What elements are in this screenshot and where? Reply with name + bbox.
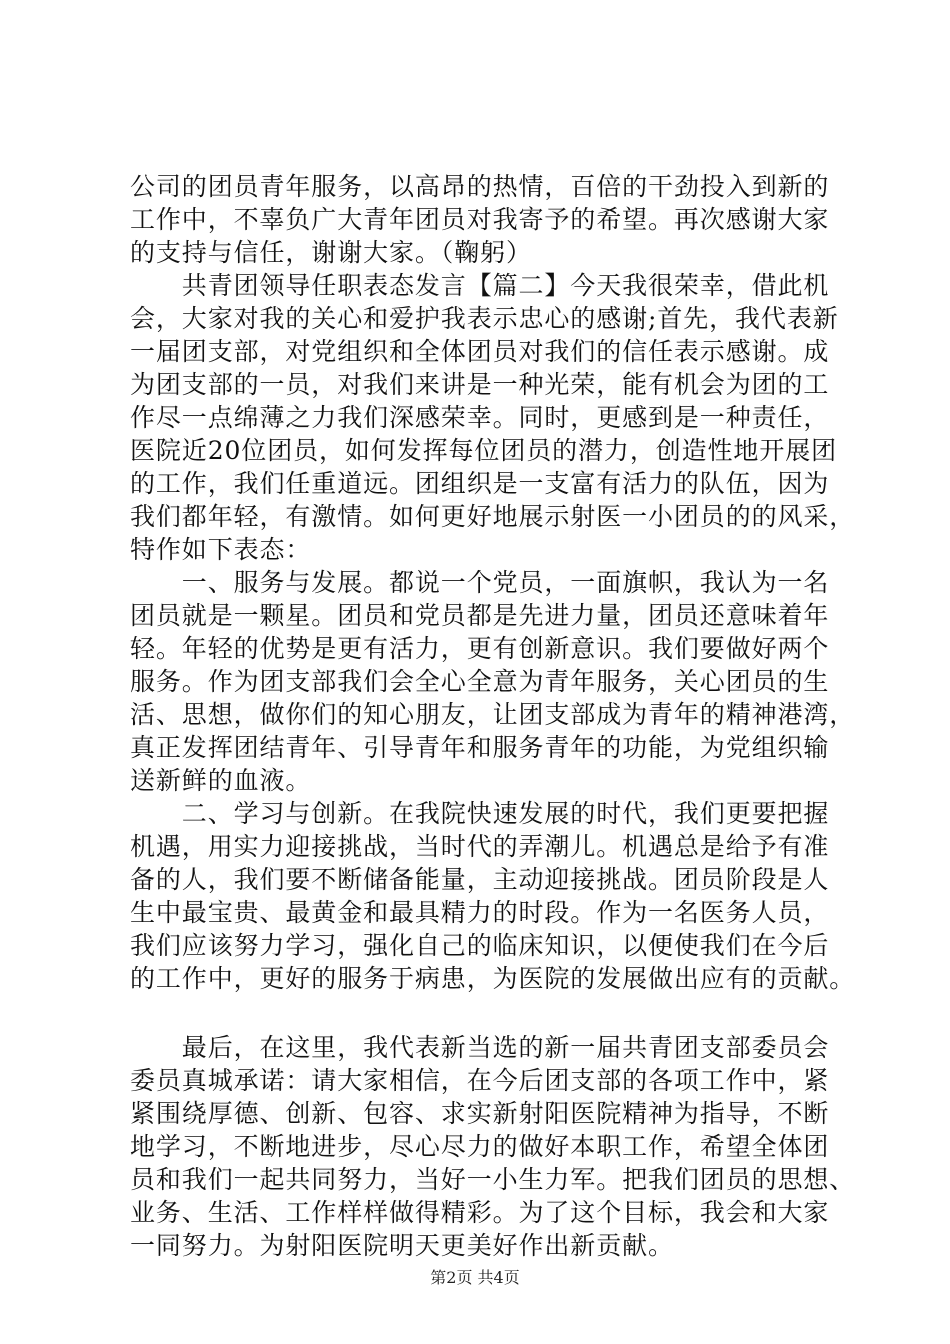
text-line: 公司的团员青年服务，以高昂的热情，百倍的干劲投入到新的 (130, 172, 830, 201)
text-line: 的工作，我们任重道远。团组织是一支富有活力的队伍，因为 (130, 469, 830, 498)
text-line: 特作如下表态： (130, 535, 312, 564)
text-line: 的工作中，更好的服务于病患，为医院的发展做出应有的贡献。 (130, 964, 856, 993)
text-line: 医院近20位团员，如何发挥每位团员的潜力，创造性地开展团 (130, 436, 838, 465)
text-line: 我们都年轻，有激情。如何更好地展示射医一小团员的的风采， (130, 502, 856, 531)
text-line: 工作中，不辜负广大青年团员对我寄予的希望。再次感谢大家 (130, 205, 830, 234)
body-text (130, 170, 856, 1262)
text-line: 送新鲜的血液。 (130, 766, 312, 795)
text-line: 我们应该努力学习，强化自己的临床知识，以便使我们在今后 (130, 931, 830, 960)
closing-line: 业务、生活、工作样样做得精彩。为了这个目标，我会和大家 (130, 1198, 830, 1227)
closing-line: 员和我们一起共同努力，当好一小生力军。把我们团员的思想、 (130, 1165, 856, 1194)
text-line: 真正发挥团结青年、引导青年和服务青年的功能，为党组织输 (130, 733, 830, 762)
closing-line: 委员真城承诺：请大家相信，在今后团支部的各项工作中，紧 (130, 1066, 830, 1095)
paragraph-gap (130, 995, 830, 1031)
text-line: 活、思想，做你们的知心朋友，让团支部成为青年的精神港湾， (130, 700, 856, 729)
text-line: 作尽一点绵薄之力我们深感荣幸。同时，更感到是一种责任， (130, 403, 830, 432)
text-line: 会，大家对我的关心和爱护我表示忠心的感谢;首先，我代表新 (130, 304, 839, 333)
closing-line: 一同努力。为射阳医院明天更美好作出新贡献。 (130, 1231, 674, 1260)
text-line: 共青团领导任职表态发言【篇二】今天我很荣幸，借此机 (130, 271, 830, 300)
closing-line: 最后，在这里，我代表新当选的新一届共青团支部委员会 (130, 1033, 830, 1062)
text-line: 一届团支部，对党组织和全体团员对我们的信任表示感谢。成 (130, 337, 830, 366)
text-line: 团员就是一颗星。团员和党员都是先进力量，团员还意味着年 (130, 601, 830, 630)
text-line: 为团支部的一员，对我们来讲是一种光荣，能有机会为团的工 (130, 370, 830, 399)
text-line: 的支持与信任，谢谢大家。（鞠躬） (130, 238, 532, 267)
page-footer: 第2页 共4页 (430, 1268, 520, 1287)
text-line: 二、学习与创新。在我院快速发展的时代，我们更要把握 (130, 799, 830, 828)
text-line: 备的人，我们要不断储备能量，主动迎接挑战。团员阶段是人 (130, 865, 830, 894)
closing-line: 地学习，不断地进步，尽心尽力的做好本职工作，希望全体团 (130, 1132, 830, 1161)
text-line: 机遇，用实力迎接挑战，当时代的弄潮儿。机遇总是给予有准 (130, 832, 830, 861)
closing-line: 紧围绕厚德、创新、包容、求实新射阳医院精神为指导，不断 (130, 1099, 830, 1128)
text-line: 轻。年轻的优势是更有活力，更有创新意识。我们要做好两个 (130, 634, 830, 663)
text-line: 生中最宝贵、最黄金和最具精力的时段。作为一名医务人员， (130, 898, 830, 927)
text-line: 一、服务与发展。都说一个党员，一面旗帜，我认为一名 (130, 568, 830, 597)
text-line: 服务。作为团支部我们会全心全意为青年服务，关心团员的生 (130, 667, 830, 696)
